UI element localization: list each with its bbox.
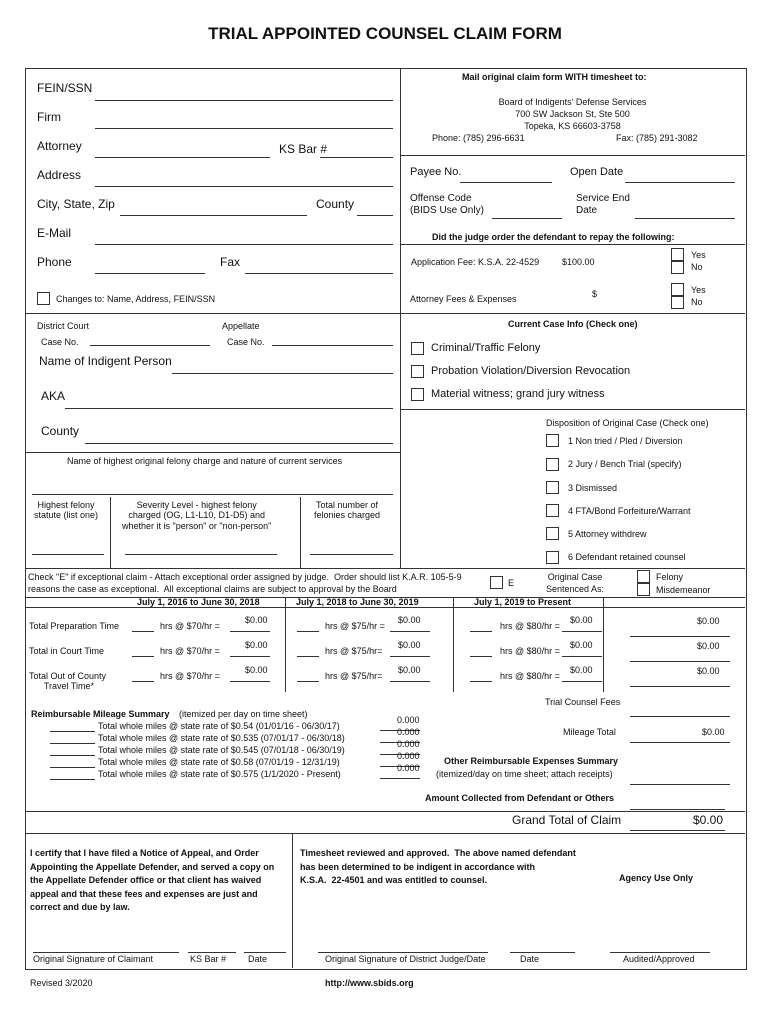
ksbar-label: KS Bar # <box>279 142 328 156</box>
charge-label: Name of highest original felony charge and nature of current services <box>67 456 343 466</box>
current-case-heading: Current Case Info (Check one) <box>508 319 638 329</box>
agency-use-label: Agency Use Only <box>619 873 694 883</box>
mileage-amount: 0.000 <box>397 739 420 749</box>
audited-label: Audited/Approved <box>623 954 695 964</box>
miles-input[interactable] <box>50 731 95 732</box>
disposition-option: 5 Attorney withdrew <box>568 529 647 539</box>
period-header: July 1, 2016 to June 30, 2018 <box>137 597 260 607</box>
amount-line <box>230 681 270 682</box>
hours-input[interactable] <box>132 656 154 657</box>
miles-input[interactable] <box>50 755 95 756</box>
amount-line <box>230 631 270 632</box>
judge-date-input[interactable] <box>510 952 575 953</box>
collected-input[interactable] <box>630 809 725 810</box>
atty-fees-no-checkbox[interactable] <box>671 296 684 309</box>
case-option: Criminal/Traffic Felony <box>431 342 541 354</box>
other-input[interactable] <box>630 784 730 785</box>
misdemeanor-label: Misdemeanor <box>656 585 711 595</box>
amount-value: $0.00 <box>398 665 421 675</box>
mail-heading: Mail original claim form WITH timesheet to: <box>462 72 647 82</box>
case-checkbox-felony[interactable] <box>411 342 424 355</box>
mileage-heading: Reimbursable Mileage Summary <box>31 709 170 719</box>
amount-line <box>230 656 270 657</box>
mileage-amount-line <box>380 778 420 779</box>
form-title: TRIAL APPOINTED COUNSEL CLAIM FORM <box>208 24 562 43</box>
other-heading: Other Reimbursable Expenses Summary <box>444 756 619 766</box>
mileage-row-label: Total whole miles @ state rate of $0.535 (07/01/17 - 06/30/18) <box>98 733 345 743</box>
rate-label: hrs @ $75/hr = <box>325 621 385 631</box>
exceptional-e-checkbox[interactable] <box>490 576 503 589</box>
city-label: City, State, Zip <box>37 197 115 211</box>
divider <box>400 409 745 410</box>
disposition-option: 2 Jury / Bench Trial (specify) <box>568 459 682 469</box>
date-sig-input[interactable] <box>244 952 286 953</box>
case-no-label: Case No. <box>41 337 79 347</box>
disposition-option: 4 FTA/Bond Forfeiture/Warrant <box>568 506 691 516</box>
open-date-input[interactable] <box>625 182 735 183</box>
claimant-sig-label: Original Signature of Claimant <box>33 954 154 964</box>
payee-label: Payee No. <box>410 166 462 178</box>
row-total-value: $0.00 <box>697 666 720 676</box>
row-total-line <box>630 661 730 662</box>
atty-fees-label: Attorney Fees & Expenses <box>410 294 517 304</box>
aka-label: AKA <box>41 389 66 403</box>
email-input[interactable] <box>95 244 393 245</box>
column-divider <box>400 68 401 568</box>
case-option: Probation Violation/Diversion Revocation <box>431 365 631 377</box>
row-total-line <box>630 686 730 687</box>
county-input[interactable] <box>357 215 393 216</box>
appellate-label: Appellate <box>222 321 260 331</box>
amount-value: $0.00 <box>398 615 421 625</box>
case-checkbox-probation[interactable] <box>411 365 424 378</box>
divider <box>292 833 293 968</box>
amount-value: $0.00 <box>570 615 593 625</box>
app-fee-label: Application Fee: K.S.A. 22-4529 <box>411 257 540 267</box>
mail-org: Board of Indigents' Defense Services <box>498 97 647 107</box>
divider <box>400 244 745 245</box>
severity-input[interactable] <box>125 554 277 555</box>
phone-input[interactable] <box>95 273 205 274</box>
rate-label: hrs @ $75/hr= <box>325 646 383 656</box>
hours-input[interactable] <box>470 656 492 657</box>
district-court-label: District Court <box>37 321 90 331</box>
city-input[interactable] <box>120 215 307 216</box>
service-end-label: Service End Date <box>576 193 630 216</box>
ksbar-sig-input[interactable] <box>188 952 236 953</box>
email-label: E-Mail <box>37 226 72 240</box>
disposition-checkbox[interactable] <box>546 527 559 540</box>
hours-input[interactable] <box>297 656 319 657</box>
divider <box>453 597 454 692</box>
disposition-heading: Disposition of Original Case (Check one) <box>546 418 709 428</box>
mail-fax: Fax: (785) 291-3082 <box>616 133 698 143</box>
payee-input[interactable] <box>460 182 552 183</box>
time-row-label: Total Preparation Time <box>29 621 120 631</box>
revised-label: Revised 3/2020 <box>30 978 93 988</box>
yes-label: Yes <box>691 250 706 260</box>
changes-label: Changes to: Name, Address, FEIN/SSN <box>56 294 216 304</box>
sentenced-label: Original Case Sentenced As: <box>546 572 605 594</box>
disposition-checkbox[interactable] <box>546 504 559 517</box>
case-option: Material witness; grand jury witness <box>431 388 605 400</box>
rate-label: hrs @ $80/hr = <box>500 621 560 631</box>
amount-value: $0.00 <box>570 665 593 675</box>
mileage-total: $0.00 <box>702 727 725 737</box>
total-felonies-input[interactable] <box>310 554 393 555</box>
attorney-input[interactable] <box>95 157 270 158</box>
firm-input[interactable] <box>95 128 393 129</box>
felony-checkbox[interactable] <box>637 570 650 583</box>
time-row-label: Total in Court Time <box>29 646 105 656</box>
fax-label: Fax <box>220 255 241 269</box>
hours-input[interactable] <box>132 631 154 632</box>
divider <box>25 452 400 453</box>
disposition-checkbox[interactable] <box>546 551 559 564</box>
collected-label: Amount Collected from Defendant or Others <box>425 793 615 803</box>
divider <box>300 497 301 568</box>
divider <box>603 597 604 692</box>
rate-label: hrs @ $75/hr= <box>325 671 383 681</box>
mileage-sub: (itemized per day on time sheet) <box>179 709 308 719</box>
divider <box>285 597 286 692</box>
amount-line <box>562 631 602 632</box>
hours-input[interactable] <box>470 681 492 682</box>
fein-input[interactable] <box>95 100 393 101</box>
address-input[interactable] <box>95 186 393 187</box>
amount-line <box>562 656 602 657</box>
period-header: July 1, 2019 to Present <box>474 597 572 607</box>
hours-input[interactable] <box>132 681 154 682</box>
open-date-label: Open Date <box>570 166 624 178</box>
disposition-option: 6 Defendant retained counsel <box>568 552 686 562</box>
period-header: July 1, 2018 to June 30, 2019 <box>296 597 419 607</box>
website-link[interactable]: http://www.sbids.org <box>325 978 414 988</box>
divider <box>630 742 730 743</box>
fax-input[interactable] <box>245 273 393 274</box>
divider <box>110 497 111 568</box>
felony-label: Felony <box>656 572 684 582</box>
miles-input[interactable] <box>50 767 95 768</box>
severity-label: Severity Level - highest felony charged (OG, L1-L10, D1-D5) and whether it is "person" or "non-person" <box>122 500 272 531</box>
claimant-signature-input[interactable] <box>33 952 179 953</box>
divider <box>25 568 745 569</box>
hours-input[interactable] <box>470 631 492 632</box>
amount-line <box>390 681 430 682</box>
miles-input[interactable] <box>50 779 95 780</box>
exceptional-text: Check "E" if exceptional claim - Attach exceptional order assigned by judge. Order should list K.A.R. 105-5-9 reasons the case as exceptional. All exceptional claims are subject to approval by the Board <box>28 572 462 594</box>
mileage-row-label: Total whole miles @ state rate of $0.575 (1/1/2020 - Present) <box>98 769 341 779</box>
total-felonies-label: Total number of felonies charged <box>314 500 381 521</box>
trial-fees-label: Trial Counsel Fees <box>545 697 621 707</box>
indigent-label: Name of Indigent Person <box>39 354 172 368</box>
county-label: County <box>316 197 355 211</box>
rate-label: hrs @ $80/hr = <box>500 671 560 681</box>
divider <box>630 830 725 831</box>
county2-label: County <box>41 424 80 438</box>
time-row-label: Total Out of County Travel Time* <box>29 671 107 692</box>
firm-label: Firm <box>37 110 61 124</box>
amount-line <box>390 656 430 657</box>
amount-value: $0.00 <box>570 640 593 650</box>
row-total-value: $0.00 <box>697 616 720 626</box>
disposition-checkbox[interactable] <box>546 458 559 471</box>
atty-fees-amount: $ <box>592 289 598 299</box>
divider <box>400 313 745 314</box>
audited-input[interactable] <box>610 952 710 953</box>
judge-signature-input[interactable] <box>318 952 488 953</box>
ksbar-input[interactable] <box>320 157 393 158</box>
mail-phone: Phone: (785) 296-6631 <box>432 133 525 143</box>
offense-input[interactable] <box>492 218 562 219</box>
rate-label: hrs @ $70/hr = <box>160 646 220 656</box>
mileage-row-label: Total whole miles @ state rate of $0.54 (01/01/16 - 06/30/17) <box>98 721 340 731</box>
row-total-line <box>630 636 730 637</box>
mileage-amount: 0.000 <box>397 751 420 761</box>
rate-label: hrs @ $80/hr = <box>500 646 560 656</box>
fein-label: FEIN/SSN <box>37 81 93 95</box>
app-fee-amount: $100.00 <box>562 257 595 267</box>
offense-label: Offense Code (BIDS Use Only) <box>410 193 484 216</box>
divider <box>25 313 400 314</box>
atty-fees-yes-checkbox[interactable] <box>671 283 684 296</box>
grand-total-label: Grand Total of Claim <box>512 813 622 827</box>
judge-date-label: Date <box>520 954 540 964</box>
reviewed-text: Timesheet reviewed and approved. The above named defendant has been determined to be indigent in accordance with K.S.A. 22-4501 and was entitled to counsel. <box>300 848 576 885</box>
app-fee-no-checkbox[interactable] <box>671 261 684 274</box>
mail-city: Topeka, KS 66603-3758 <box>524 121 621 131</box>
amount-value: $0.00 <box>245 640 268 650</box>
attorney-label: Attorney <box>37 139 82 153</box>
mail-street: 700 SW Jackson St, Ste 500 <box>515 109 630 119</box>
hours-input[interactable] <box>297 631 319 632</box>
repay-question: Did the judge order the defendant to repay the following: <box>432 232 675 242</box>
charge-input[interactable] <box>32 494 393 495</box>
miles-input[interactable] <box>50 743 95 744</box>
indigent-input[interactable] <box>172 373 393 374</box>
amount-value: $0.00 <box>245 665 268 675</box>
row-total-value: $0.00 <box>697 641 720 651</box>
mileage-total-label: Mileage Total <box>563 727 616 737</box>
hours-input[interactable] <box>297 681 319 682</box>
no-label: No <box>691 262 703 272</box>
other-sub: (itemized/day on time sheet; attach receipts) <box>436 769 613 779</box>
yes-label: Yes <box>691 285 706 295</box>
address-label: Address <box>37 168 82 182</box>
phone-label: Phone <box>37 255 72 269</box>
amount-value: $0.00 <box>398 640 421 650</box>
mileage-amount: 0.000 <box>397 715 420 725</box>
misdemeanor-checkbox[interactable] <box>637 583 650 596</box>
certify-text: I certify that I have filed a Notice of Appeal, and Order Appointing the Appellate Defender, and served a copy on the Appellate Defender office or that client has waived appeal and that these fees and expenses are just and correct and due by law. <box>30 848 275 912</box>
disposition-option: 3 Dismissed <box>568 483 618 493</box>
highest-felony-label: Highest felony statute (list one) <box>34 500 99 521</box>
e-label: E <box>508 578 515 588</box>
divider <box>25 833 745 834</box>
amount-line <box>390 631 430 632</box>
app-fee-yes-checkbox[interactable] <box>671 248 684 261</box>
amount-value: $0.00 <box>245 615 268 625</box>
rate-label: hrs @ $70/hr = <box>160 671 220 681</box>
mileage-amount: 0.000 <box>397 727 420 737</box>
grand-total-value: $0.00 <box>693 813 724 827</box>
appellate-case-no-label: Case No. <box>227 337 265 347</box>
judge-sig-label: Original Signature of District Judge/Date <box>325 954 486 964</box>
appellate-case-no-input[interactable] <box>272 345 393 346</box>
county2-input[interactable] <box>85 443 393 444</box>
mileage-amount: 0.000 <box>397 763 420 773</box>
mileage-row-label: Total whole miles @ state rate of $0.58 (07/01/19 - 12/31/19) <box>98 757 340 767</box>
service-end-input[interactable] <box>635 218 735 219</box>
ksbar-sig-label: KS Bar # <box>190 954 227 964</box>
divider <box>25 811 745 812</box>
mileage-row-label: Total whole miles @ state rate of $0.545 (07/01/18 - 06/30/19) <box>98 745 345 755</box>
disposition-option: 1 Non tried / Pled / Diversion <box>568 436 683 446</box>
no-label: No <box>691 297 703 307</box>
rate-label: hrs @ $70/hr = <box>160 621 220 631</box>
disposition-checkbox[interactable] <box>546 481 559 494</box>
amount-line <box>562 681 602 682</box>
district-case-no-input[interactable] <box>90 345 210 346</box>
divider <box>400 155 745 156</box>
trial-fees-input[interactable] <box>630 716 730 717</box>
date-sig-label: Date <box>248 954 268 964</box>
disposition-checkbox[interactable] <box>546 434 559 447</box>
changes-checkbox[interactable] <box>37 292 50 305</box>
aka-input[interactable] <box>65 408 393 409</box>
highest-felony-input[interactable] <box>32 554 104 555</box>
case-checkbox-witness[interactable] <box>411 388 424 401</box>
